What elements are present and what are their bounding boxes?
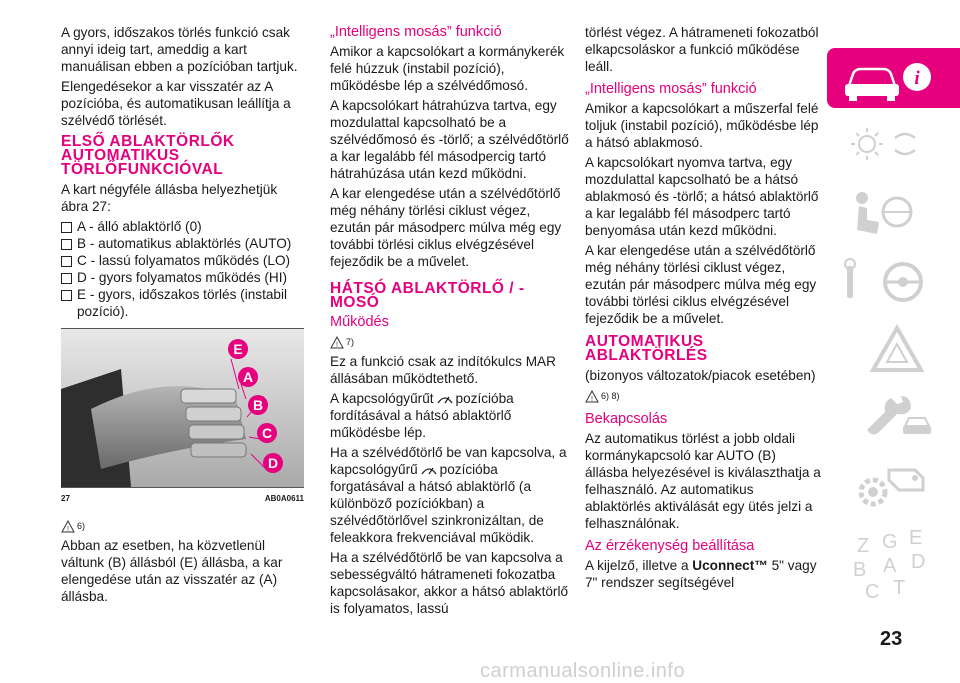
index-letter: A (883, 555, 897, 577)
svg-text:!: ! (67, 525, 69, 533)
index-letter: T (893, 577, 906, 599)
checkbox-bullet-icon (61, 256, 72, 267)
paragraph: A kapcsolókart nyomva tartva, egy mozdulattal kapcsolható be a hátsó ablakmosó és -törlő; a hátsó ablaktörlő a kar legalább fél másodperc tartó benyomása után kezd működni. (585, 155, 819, 238)
wrench-car-icon (827, 388, 960, 448)
paragraph: A kart négyféle állásba helyezhetjük ábra 27: (61, 182, 278, 214)
svg-text:!: ! (591, 395, 593, 403)
figure-code: AB0A0611 (264, 494, 304, 503)
tab-technical-data[interactable] (827, 456, 960, 516)
seat-airbag-icon (827, 184, 960, 244)
page-number: 23 (880, 628, 903, 650)
gear-tag-icon (827, 456, 960, 516)
figure-caption (61, 490, 304, 507)
tab-emergency[interactable] (827, 320, 960, 380)
tab-warning-lights[interactable] (827, 116, 960, 176)
column-1 (61, 24, 304, 608)
warning-triangle-icon (827, 320, 960, 380)
chapter-tab-sidebar (827, 48, 960, 608)
figure-label-d: D (263, 453, 283, 473)
watermark: carmanualsonline.info (480, 660, 686, 682)
index-letter: G (882, 531, 898, 553)
rear-wiper-icon (436, 393, 454, 405)
subsection-heading: Bekapcsolás (585, 411, 668, 427)
paragraph: Amikor a kapcsolókart a műszerfal felé toljuk (instabil pozíció), működésbe lép a hátsó ablakmosó. (585, 101, 819, 150)
steering-wheel-icon (827, 252, 960, 312)
svg-text:i: i (914, 68, 920, 89)
subsection-heading: „Intelligens mosás” funkció (585, 81, 757, 97)
subsection-heading: „Intelligens mosás” funkció (330, 24, 502, 40)
checkbox-bullet-icon (61, 222, 72, 233)
paragraph: Ha a szélvédőtörlő be van kapcsolva, a kapcsológyűrű pozícióba forgatásával a hátsó ablaktörlő (a különböző pozíciókban) a szélvédőtörlővel szinkronizáltan, de feleakkora frekvenciával működik. (330, 445, 567, 545)
tab-car-info[interactable] (827, 48, 960, 108)
warning-triangle-icon (61, 520, 75, 533)
paragraph: Elengedésekor a kar visszatér az A pozícióba, és automatikusan leállítja a szélvédő törlését. (61, 79, 291, 128)
index-letter: E (909, 527, 923, 549)
section-heading: AUTOMATIKUS ABLAKTÖRLÉS (585, 333, 708, 364)
paragraph: törlést végez. A hátrameneti fokozatból elkapcsoláskor a funkció működése leáll. (585, 25, 819, 74)
list-item: D - gyors folyamatos működés (HI) (61, 269, 304, 286)
paragraph: Amikor a kapcsolókart a kormánykerék felé húzzuk (instabil pozíció), működésbe lép a szélvédőmosó. (330, 44, 565, 93)
index-letter: B (853, 559, 867, 581)
paragraph: (bizonyos változatok/piacok esetében) (585, 368, 816, 383)
paragraph: A kar elengedése után a szélvédőtörlő még néhány törlési ciklust végez, ezután pár másodperc múlva még egy további törlési ciklus elvégzésével fejeződik be a művelet. (330, 186, 562, 269)
column-3 (585, 24, 821, 594)
wiper-stalk-figure (61, 328, 304, 488)
checkbox-bullet-icon (61, 239, 72, 250)
paragraph: A kapcsológyűrűt pozícióba fordításával a hátsó ablaktörlő működésbe lép. (330, 391, 514, 440)
list-item: C - lassú folyamatos működés (LO) (61, 252, 304, 269)
list-item: A - álló ablaktörlő (0) (61, 218, 304, 235)
brand-name: Uconnect™ (692, 558, 768, 573)
tab-seat-airbag[interactable] (827, 184, 960, 244)
index-letter: D (911, 551, 926, 573)
warning-note: ! 6) (61, 517, 304, 535)
paragraph: A gyors, időszakos törlés funkció csak annyi ideig tart, ameddig a kart manuálisan ebben a pozícióban tartjuk. (61, 25, 298, 74)
position-list (61, 218, 304, 320)
figure-label-a: A (238, 367, 258, 387)
paragraph: A kar elengedése után a szélvédőtörlő még néhány törlési ciklust végez, ezután pár másodperc múlva még egy további törlési ciklus elvégzésével fejeződik be a művelet. (585, 243, 817, 326)
subsection-heading: Működés (330, 314, 389, 330)
alphabet-index-icon (827, 524, 960, 604)
paragraph: Az automatikus törlést a jobb oldali kormánykapcsoló kar AUTO (B) állásba helyezésével is kiválaszthatja a felhasználó. Az automatikus ablaktörlés aktiválását egy ütés jelzi a felhasználónak. (585, 431, 821, 531)
list-item: E - gyors, időszakos törlés (instabil pozíció). (61, 286, 304, 320)
section-heading: ELSŐ ABLAKTÖRLŐK AUTOMATIKUS TÖRLŐFUNKCIÓVAL (61, 133, 235, 178)
rear-wiper-icon (420, 464, 438, 476)
tab-steering-wheel[interactable] (827, 252, 960, 312)
tab-maintenance[interactable] (827, 388, 960, 448)
warning-triangle-icon (330, 336, 344, 349)
paragraph: Ha a szélvédőtörlő be van kapcsolva a sebességváltó hátrameneti fokozatba kapcsolásakor, akkor a hátsó ablaktörlő is folyamatos, lassú (330, 550, 569, 616)
warning-note: ! 7) (330, 333, 570, 351)
warning-triangle-icon (585, 390, 599, 403)
tab-index[interactable] (827, 524, 960, 604)
paragraph: Abban az esetben, ha közvetlenül váltunk (B) állásból (E) állásba, a kar elengedése után az visszatér az (A) állásba. (61, 538, 283, 604)
list-item: B - automatikus ablaktörlés (AUTO) (61, 235, 304, 252)
figure-number: 27 (61, 494, 70, 503)
section-heading: HÁTSÓ ABLAKTÖRLŐ / -MOSÓ (330, 280, 525, 311)
figure-label-e: E (228, 339, 248, 359)
column-2 (330, 24, 570, 620)
checkbox-bullet-icon (61, 290, 72, 301)
warning-note: ! 6) 8) (585, 387, 821, 405)
index-letter: Z (857, 535, 870, 557)
figure-label-b: B (248, 395, 268, 415)
subsection-heading: Az érzékenység beállítása (585, 538, 755, 554)
car-info-icon (827, 48, 960, 108)
paragraph: Ez a funkció csak az indítókulcs MAR állásában működtethető. (330, 354, 556, 386)
paragraph: A kijelző, illetve a Uconnect™ 5" vagy 7" rendszer segítségével (585, 558, 817, 590)
svg-text:!: ! (336, 341, 338, 349)
paragraph: A kapcsolókart hátrahúzva tartva, egy mozdulattal kapcsolható be a szélvédőmosó és -törlő; a szélvédőtörlő a kar legalább fél másodpercig tartó hátrahúzása után kezd működni. (330, 98, 569, 181)
warning-lights-icon (827, 116, 960, 176)
checkbox-bullet-icon (61, 273, 72, 284)
figure-label-c: C (257, 423, 277, 443)
index-letter: C (865, 581, 880, 603)
